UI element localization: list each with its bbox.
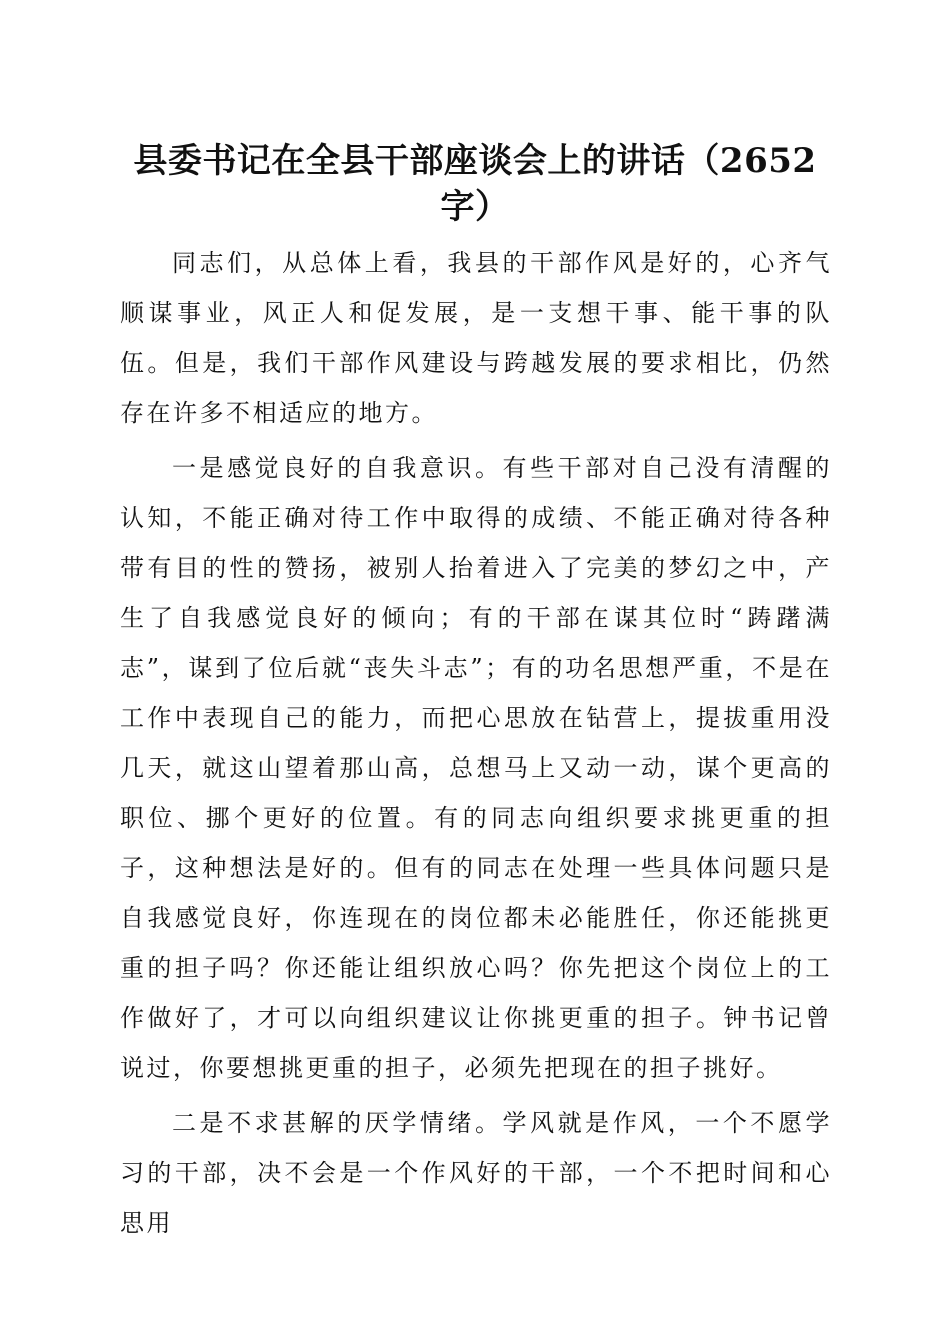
paragraph-point-one: 一是感觉良好的自我意识。有些干部对自己没有清醒的认知，不能正确对待工作中取得的成绩、不能正确对待各种带有目的性的赞扬，被别人抬着进入了完美的梦幻之中，产生了自我感觉良好的倾向；有的干部在谋其位时“踌躇满志”，谋到了位后就“丧失斗志”；有的功名思想严重，不是在工作中表现自己的能力，而把心思放在钻营上，提拔重用没几天，就这山望着那山高，总想马上又动一动，谋个更高的职位、挪个更好的位置。有的同志向组织要求挑更重的担子，这种想法是好的。但有的同志在处理一些具体问题只是自我感觉良好，你连现在的岗位都未必能胜任，你还能挑更重的担子吗？你还能让组织放心吗？你先把这个岗位上的工作做好了，才可以向组织建议让你挑更重的担子。钟书记曾说过，你要想挑更重的担子，必须先把现在的担子挑好。 — [120, 454, 832, 1082]
document-title: 县委书记在全县干部座谈会上的讲话（2652字） — [133, 141, 817, 227]
paragraph-intro: 同志们，从总体上看，我县的干部作风是好的，心齐气顺谋事业，风正人和促发展，是一支想干事、能干事的队伍。但是，我们干部作风建设与跨越发展的要求相比，仍然存在许多不相适应的地方。 — [120, 249, 832, 427]
document-body — [120, 238, 832, 1253]
paragraph-point-two: 二是不求甚解的厌学情绪。学风就是作风，一个不愿学习的干部，决不会是一个作风好的干部，一个不把时间和心思用 — [120, 1109, 832, 1237]
